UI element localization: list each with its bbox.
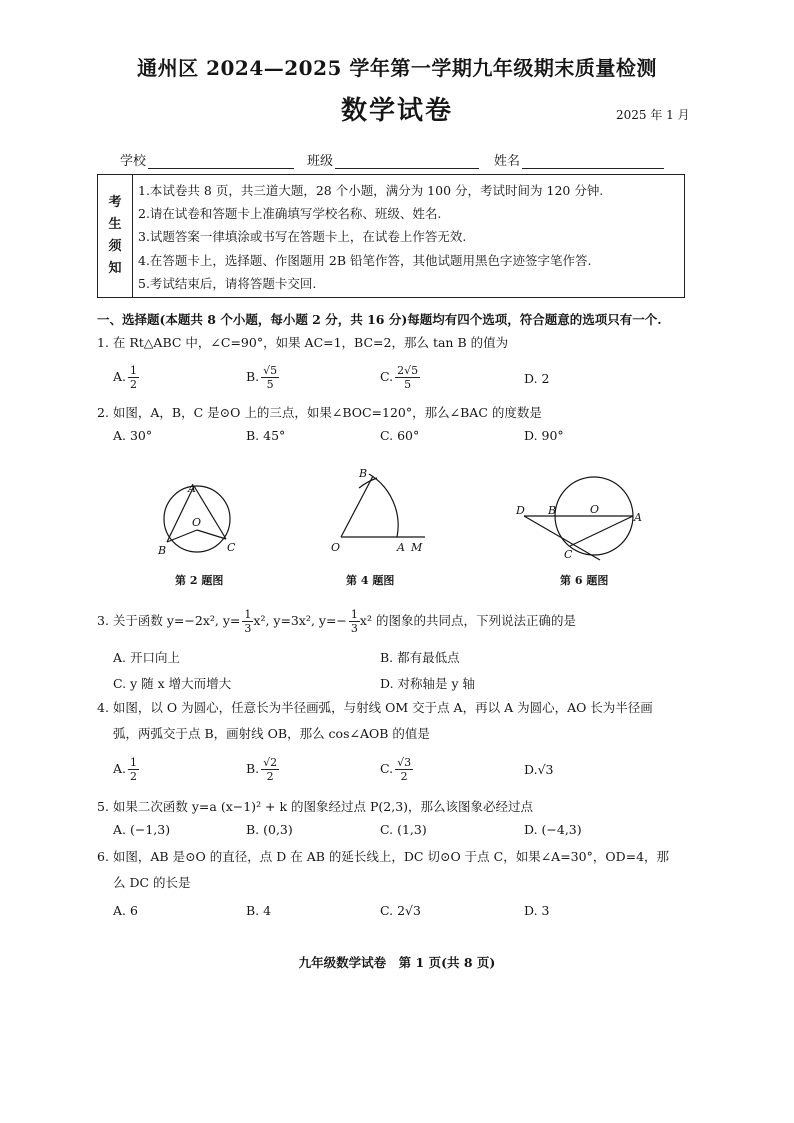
q5-option-b[interactable]: B. (0,3) <box>246 822 293 837</box>
q6-stem-line1: 6. 如图，AB 是⊙O 的直径，点 D 在 AB 的延长线上，DC 切⊙O 于点 C，如果∠A=30°，OD=4，那 <box>97 849 670 864</box>
class-underline[interactable] <box>335 154 479 169</box>
q2-option-c[interactable]: C. 60° <box>380 428 420 443</box>
notice-list <box>138 179 603 295</box>
q3-option-a[interactable]: A. 开口向上 <box>113 650 180 665</box>
q4-arc-center-O <box>369 474 398 537</box>
q4-b-label: B. <box>246 761 260 776</box>
class-label: 班级 <box>307 154 334 169</box>
q1-option-a[interactable] <box>113 364 139 391</box>
q1-b-den: 5 <box>266 378 274 391</box>
q4-a-fraction <box>128 756 139 783</box>
notice-heading <box>98 175 133 297</box>
exam-subject: 数学试卷 <box>340 96 453 126</box>
q6-stem-line2: 么 DC 的长是 <box>113 875 191 890</box>
q4-label-O: O <box>331 541 341 554</box>
q3-stem-part: x², y=3x², y=− <box>253 613 347 628</box>
exam-title: 通州区 2024—2025 学年第一学期九年级期末质量检测 <box>137 56 657 80</box>
q1-a-fraction <box>128 364 139 391</box>
q3-stem <box>97 608 576 635</box>
name-underline[interactable] <box>522 154 664 169</box>
q1-option-c[interactable] <box>380 364 420 391</box>
q5-option-c[interactable]: C. (1,3) <box>380 822 427 837</box>
q3-option-b[interactable]: B. 都有最低点 <box>380 650 460 665</box>
q4-c-den: 2 <box>400 770 408 783</box>
q6-label-O: O <box>590 503 600 516</box>
figure-q2 <box>150 475 245 560</box>
q6-label-C: C <box>564 548 573 561</box>
notice-head-char: 知 <box>108 261 122 276</box>
q1-option-d[interactable]: D. 2 <box>524 371 550 386</box>
q4-option-a[interactable] <box>113 756 139 783</box>
q6-option-d[interactable]: D. 3 <box>524 903 550 918</box>
q1-c-label: C. <box>380 369 394 384</box>
q4-c-fraction <box>395 756 413 783</box>
school-field[interactable] <box>120 150 294 169</box>
q4-a-label: A. <box>113 761 127 776</box>
q2-label-A: A <box>188 482 196 495</box>
name-label: 姓名 <box>494 154 521 169</box>
figure-q6 <box>510 470 645 565</box>
q6-c-label: C. 2 <box>380 903 406 918</box>
q4-d-label: D. <box>524 762 538 777</box>
q4-stem-line1: 4. 如图，以 O 为圆心，任意长为半径画弧，与射线 OM 交于点 A，再以 A 为圆心，AO 长为半径画 <box>97 700 653 715</box>
q6-c-value: √3 <box>405 903 421 918</box>
figure-q6-caption: 第 6 题图 <box>560 574 609 587</box>
q3-option-d[interactable]: D. 对称轴是 y 轴 <box>380 676 476 691</box>
q6-tangent-DC <box>524 516 600 560</box>
q2-stem: 2. 如图，A，B，C 是⊙O 上的三点，如果∠BOC=120°，那么∠BAC 的度数是 <box>97 405 542 420</box>
q4-label-B: B <box>359 467 368 480</box>
q4-label-M: M <box>411 541 423 554</box>
q4-option-d[interactable] <box>524 762 553 777</box>
q3-fraction-2 <box>349 608 360 635</box>
q4-b-den: 2 <box>266 770 274 783</box>
q1-c-fraction <box>395 364 420 391</box>
exam-date: 2025 年 1 月 <box>616 108 690 122</box>
q6-option-a[interactable]: A. 6 <box>113 903 138 918</box>
page-footer: 九年级数学试卷 第 1 页(共 8 页) <box>298 955 496 970</box>
q1-option-b[interactable] <box>246 364 279 391</box>
q4-stem-line2: 弧，两弧交于点 B，画射线 OB，那么 cos∠AOB 的值是 <box>113 726 430 741</box>
figure-q4 <box>325 462 435 562</box>
q1-c-den: 5 <box>404 378 412 391</box>
q3-stem-part: 3. 关于函数 y=−2x², y= <box>97 613 241 628</box>
q4-option-b[interactable] <box>246 756 279 783</box>
q4-c-num: √3 <box>397 756 412 769</box>
q3-frac2-num: 1 <box>350 608 358 621</box>
q4-option-c[interactable] <box>380 756 413 783</box>
q3-frac1-den: 3 <box>244 622 252 635</box>
q1-c-num: 2√5 <box>397 364 419 377</box>
q1-b-label: B. <box>246 369 260 384</box>
q4-a-den: 2 <box>130 770 138 783</box>
q5-stem: 5. 如果二次函数 y=a (x−1)² + k 的图象经过点 P(2,3)，那么该图象必经过点 <box>97 799 534 814</box>
q4-b-num: √2 <box>263 756 278 769</box>
q6-option-b[interactable]: B. 4 <box>246 903 272 918</box>
notice-head-char: 生 <box>108 217 122 232</box>
q1-a-label: A. <box>113 369 127 384</box>
q3-fraction-1 <box>242 608 253 635</box>
figure-q2-caption: 第 2 题图 <box>175 574 224 587</box>
q2-label-C: C <box>227 541 236 554</box>
q1-b-num: √5 <box>263 364 278 377</box>
q4-label-A: A <box>397 541 405 554</box>
q1-stem: 1. 在 Rt△ABC 中，∠C=90°，如果 AC=1，BC=2，那么 tan B 的值为 <box>97 335 509 350</box>
q3-frac1-num: 1 <box>244 608 252 621</box>
figure-q4-caption: 第 4 题图 <box>346 574 395 587</box>
q3-stem-part: x² 的图象的共同点，下列说法正确的是 <box>359 613 576 628</box>
notice-item: 5.考试结束后，请将答题卡交回. <box>138 275 317 291</box>
q1-a-den: 2 <box>130 378 138 391</box>
q4-b-fraction <box>261 756 279 783</box>
q5-option-d[interactable]: D. (−4,3) <box>524 822 582 837</box>
q3-option-c[interactable]: C. y 随 x 增大而增大 <box>113 676 232 691</box>
q2-label-O: O <box>192 516 202 529</box>
q2-option-a[interactable]: A. 30° <box>113 428 153 443</box>
q2-label-B: B <box>158 544 167 557</box>
name-field[interactable] <box>494 150 664 169</box>
q6-option-c[interactable] <box>380 903 421 918</box>
q1-a-num: 1 <box>130 364 138 377</box>
school-label: 学校 <box>120 154 147 169</box>
q2-option-b[interactable]: B. 45° <box>246 428 286 443</box>
notice-item: 2.请在试卷和答题卡上准确填写学校名称、班级、姓名. <box>138 206 442 222</box>
notice-head-char: 考 <box>108 195 122 210</box>
q6-label-B: B <box>548 504 557 517</box>
section-heading: 一、选择题(本题共 8 个小题，每小题 2 分，共 16 分)每题均有四个选项，符合题意的选项只有一个. <box>97 312 662 327</box>
q2-option-d[interactable]: D. 90° <box>524 428 564 443</box>
q4-a-num: 1 <box>130 756 138 769</box>
q1-b-fraction <box>261 364 279 391</box>
notice-head-char: 须 <box>108 239 122 254</box>
class-field[interactable] <box>307 150 479 169</box>
q4-ray-OB <box>341 476 373 537</box>
q6-label-A: A <box>634 511 642 524</box>
q5-option-a[interactable]: A. (−1,3) <box>113 822 171 837</box>
q3-frac2-den: 3 <box>350 622 358 635</box>
notice-item: 1.本试卷共 8 页，共三道大题，28 个小题，满分为 100 分，考试时间为 120 分钟. <box>138 183 604 198</box>
school-underline[interactable] <box>148 154 294 169</box>
exam-notice-box <box>97 174 685 298</box>
notice-item: 3.试题答案一律填涂或书写在答题卡上，在试卷上作答无效. <box>138 229 467 245</box>
notice-item: 4.在答题卡上，选择题、作图题用 2B 铅笔作答，其他试题用黑色字迹签字笔作答. <box>138 252 592 268</box>
q4-c-label: C. <box>380 761 394 776</box>
q4-d-value: √3 <box>537 762 554 777</box>
q6-label-D: D <box>516 504 525 517</box>
